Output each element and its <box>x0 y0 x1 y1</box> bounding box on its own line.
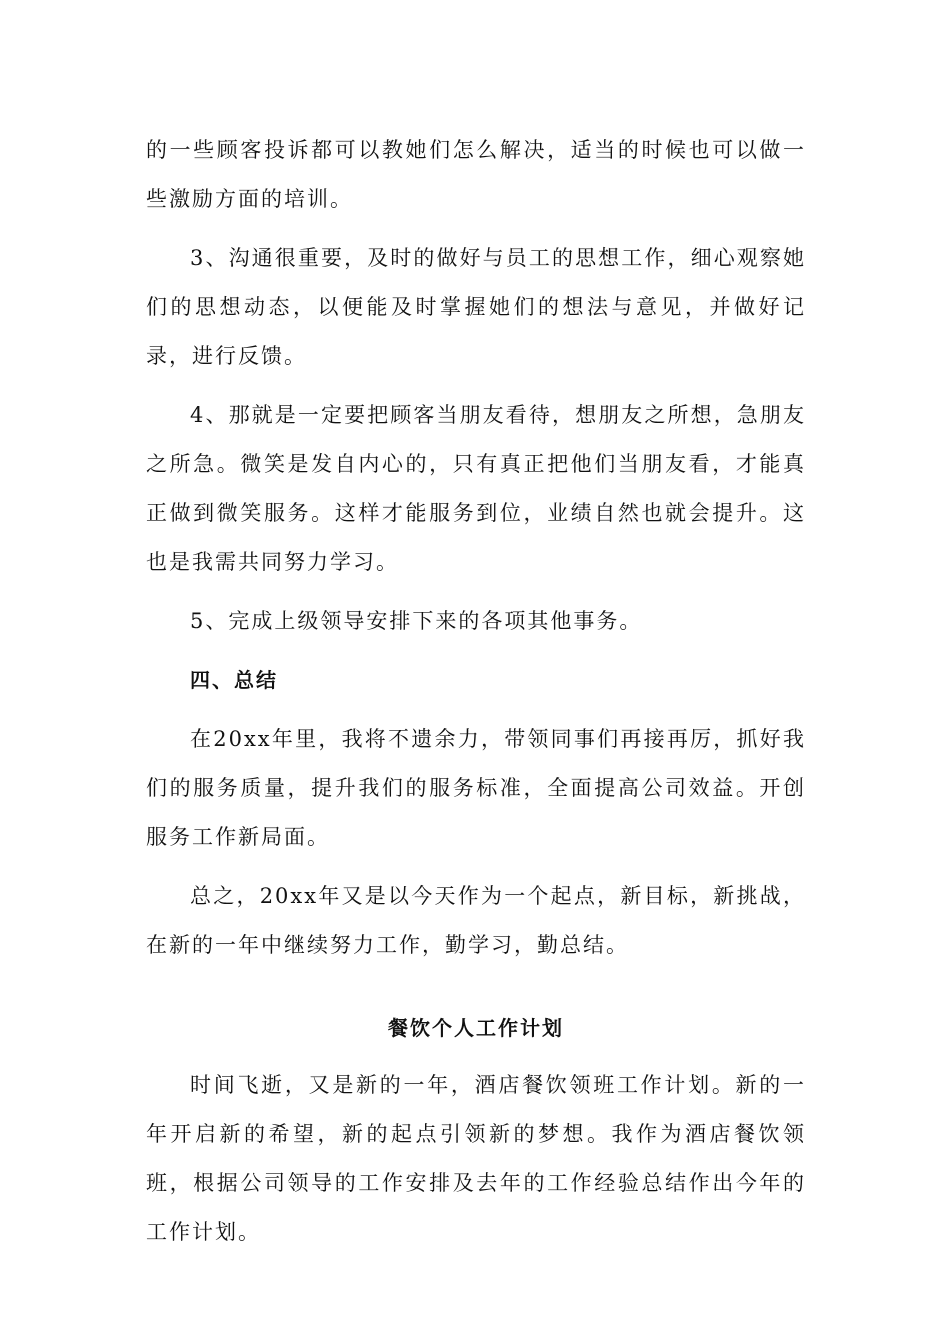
document-title: 餐饮个人工作计划 <box>388 1016 564 1040</box>
paragraph-continuation: 的一些顾客投诉都可以教她们怎么解决，适当的时候也可以做一些激励方面的培训。 <box>146 138 806 211</box>
paragraph-item-5: 5、完成上级领导安排下来的各项其他事务。 <box>190 609 643 633</box>
paragraph-plan-intro: 时间飞逝，又是新的一年，酒店餐饮领班工作计划。新的一年开启新的希望，新的起点引领新的梦想。我作为酒店餐饮领班，根据公司领导的工作安排及去年的工作经验总结作出今年的工作计划。 <box>146 1073 806 1244</box>
section-heading-summary: 四、总结 <box>190 668 278 692</box>
paragraph-summary-2: 总之，20xx年又是以今天作为一个起点，新目标，新挑战，在新的一年中继续努力工作，勤学习，勤总结。 <box>146 884 806 957</box>
paragraph-item-4: 4、那就是一定要把顾客当朋友看待，想朋友之所想，急朋友之所急。微笑是发自内心的，只有真正把他们当朋友看，才能真正做到微笑服务。这样才能服务到位，业绩自然也就会提升。这也是我需共同努力学习。 <box>146 403 806 574</box>
paragraph-summary-1: 在20xx年里，我将不遗余力，带领同事们再接再厉，抓好我们的服务质量，提升我们的服务标准，全面提高公司效益。开创服务工作新局面。 <box>146 727 806 849</box>
document-body <box>146 126 806 1267</box>
paragraph-item-3: 3、沟通很重要，及时的做好与员工的思想工作，细心观察她们的思想动态，以便能及时掌握她们的想法与意见，并做好记录，进行反馈。 <box>146 246 806 368</box>
